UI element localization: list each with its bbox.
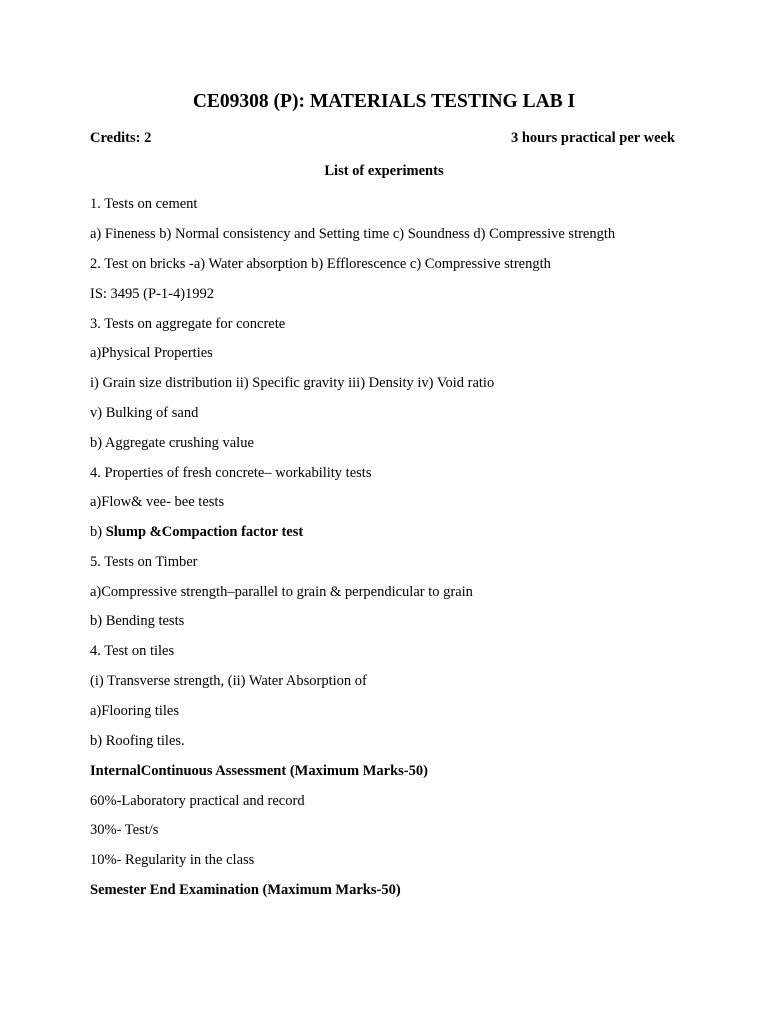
credits-label: Credits: 2: [90, 130, 152, 146]
text-line: v) Bulking of sand: [90, 405, 199, 421]
text-line: a)Compressive strength–parallel to grain & perpendicular to grain: [90, 584, 473, 600]
text-line: a)Physical Properties: [90, 345, 213, 361]
text-line: 1. Tests on cement: [90, 196, 198, 212]
section-heading: InternalContinuous Assessment (Maximum Marks-50): [90, 763, 428, 779]
text-line: b) Bending tests: [90, 613, 185, 629]
course-title: CE09308 (P): MATERIALS TESTING LAB I: [192, 91, 576, 112]
text-line: b) Roofing tiles.: [90, 733, 185, 749]
text-line: a) Fineness b) Normal consistency and Setting time c) Soundness d) Compressive strength: [90, 226, 616, 242]
text-line: 60%-Laboratory practical and record: [90, 793, 305, 809]
section-heading: Semester End Examination (Maximum Marks-50): [90, 882, 401, 898]
text-line-prefix: b): [90, 524, 106, 540]
text-line: 5. Tests on Timber: [90, 554, 198, 570]
text-line: a)Flow& vee- bee tests: [90, 494, 225, 510]
text-line: 3. Tests on aggregate for concrete: [90, 316, 286, 332]
text-line: (i) Transverse strength, (ii) Water Absorption of: [90, 673, 367, 689]
text-line: i) Grain size distribution ii) Specific gravity iii) Density iv) Void ratio: [90, 375, 495, 391]
text-line: a)Flooring tiles: [90, 703, 180, 719]
text-line: 4. Properties of fresh concrete– workability tests: [90, 465, 372, 481]
text-line: [90, 523, 303, 541]
hours-label: 3 hours practical per week: [510, 130, 675, 146]
list-heading: List of experiments: [324, 163, 444, 179]
text-line: 2. Test on bricks -a) Water absorption b) Efflorescence c) Compressive strength: [90, 256, 551, 272]
text-line: 30%- Test/s: [90, 822, 159, 838]
text-line: IS: 3495 (P-1-4)1992: [90, 286, 215, 302]
text-line: 4. Test on tiles: [90, 643, 175, 659]
text-line-bold: Slump &Compaction factor test: [105, 524, 304, 540]
text-line: 10%- Regularity in the class: [90, 852, 255, 868]
text-line: b) Aggregate crushing value: [90, 435, 254, 451]
